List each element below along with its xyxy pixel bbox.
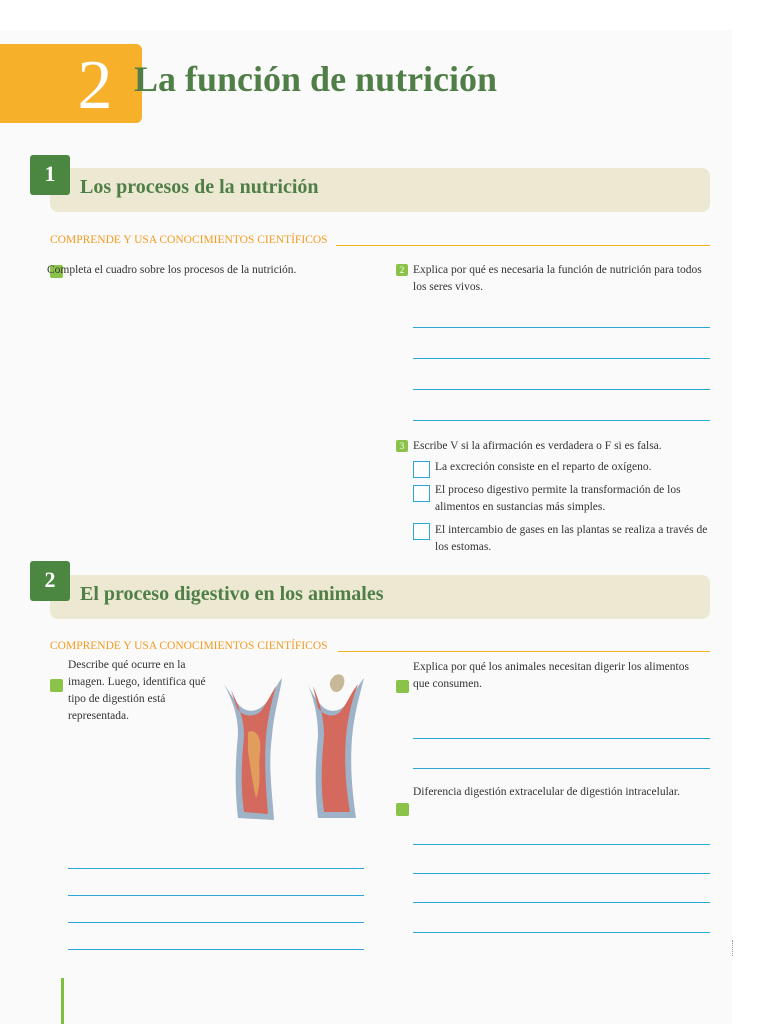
q6-answer-line[interactable]: [413, 902, 710, 903]
q6-marker: [396, 803, 409, 816]
sac-digestive-animal-right: [306, 674, 364, 818]
section1-competency: COMPRENDE Y USA CONOCIMIENTOS CIENTÍFICOS: [50, 234, 328, 246]
q4-text: Describe qué ocurre en la imagen. Luego, identifica qué tipo de digestión está representada.: [68, 659, 206, 722]
q4-answer-line[interactable]: [68, 868, 364, 869]
q4-answer-line[interactable]: [68, 922, 364, 923]
q6-answer-line[interactable]: [413, 844, 710, 845]
q4-answer-line[interactable]: [68, 949, 364, 950]
q4-answer-line[interactable]: [68, 895, 364, 896]
section2-competency: COMPRENDE Y USA CONOCIMIENTOS CIENTÍFICOS: [50, 640, 328, 652]
q3-answer-box[interactable]: [413, 523, 430, 540]
chapter-title: La función de nutrición: [134, 59, 498, 99]
q6-text: Diferencia digestión extracelular de digestión intracelular.: [413, 786, 680, 798]
q6-answer-line[interactable]: [413, 932, 710, 933]
section1-title: Los procesos de la nutrición: [80, 176, 319, 198]
q6-answer-line[interactable]: [413, 873, 710, 874]
q5-answer-line[interactable]: [413, 768, 710, 769]
q3-answer-box[interactable]: [413, 461, 430, 478]
q2-answer-line[interactable]: [413, 327, 710, 328]
section1-competency-rule: [336, 245, 710, 246]
q3-text: Escribe V si la afirmación es verdadera o F si es falsa.: [413, 440, 662, 452]
q3-statement: El intercambio de gases en las plantas se realiza a través de los estomas.: [435, 524, 708, 553]
section2-badge: 2: [30, 561, 70, 601]
q2-answer-line[interactable]: [413, 358, 710, 359]
q5-answer-line[interactable]: [413, 738, 710, 739]
section2-title: El proceso digestivo en los animales: [80, 583, 384, 605]
q2-text: Explica por qué es necesaria la función de nutrición para todos los seres vivos.: [413, 264, 702, 293]
q3-statement: La excreción consiste en el reparto de oxígeno.: [435, 461, 652, 473]
q1-text: Completa el cuadro sobre los procesos de la nutrición.: [47, 264, 297, 276]
q4-marker: [50, 679, 63, 692]
q5-text: Explica por qué los animales necesitan digerir los alimentos que consumen.: [413, 661, 689, 690]
q5-marker: [396, 680, 409, 693]
section1-badge: 1: [30, 155, 70, 195]
q3-statement: El proceso digestivo permite la transformación de los alimentos en sustancias más simples.: [435, 484, 681, 513]
q2-answer-line[interactable]: [413, 389, 710, 390]
section2-competency-rule: [338, 651, 710, 652]
digestion-illustration: [218, 672, 378, 824]
page-edge-dots: [732, 940, 735, 956]
sac-digestive-animal-left: [224, 678, 282, 820]
q3-number: 3: [396, 440, 408, 452]
margin-accent-line: [61, 978, 64, 1024]
q2-answer-line[interactable]: [413, 420, 710, 421]
q3-answer-box[interactable]: [413, 485, 430, 502]
q2-number: 2: [396, 264, 408, 276]
chapter-number: 2: [77, 47, 113, 124]
